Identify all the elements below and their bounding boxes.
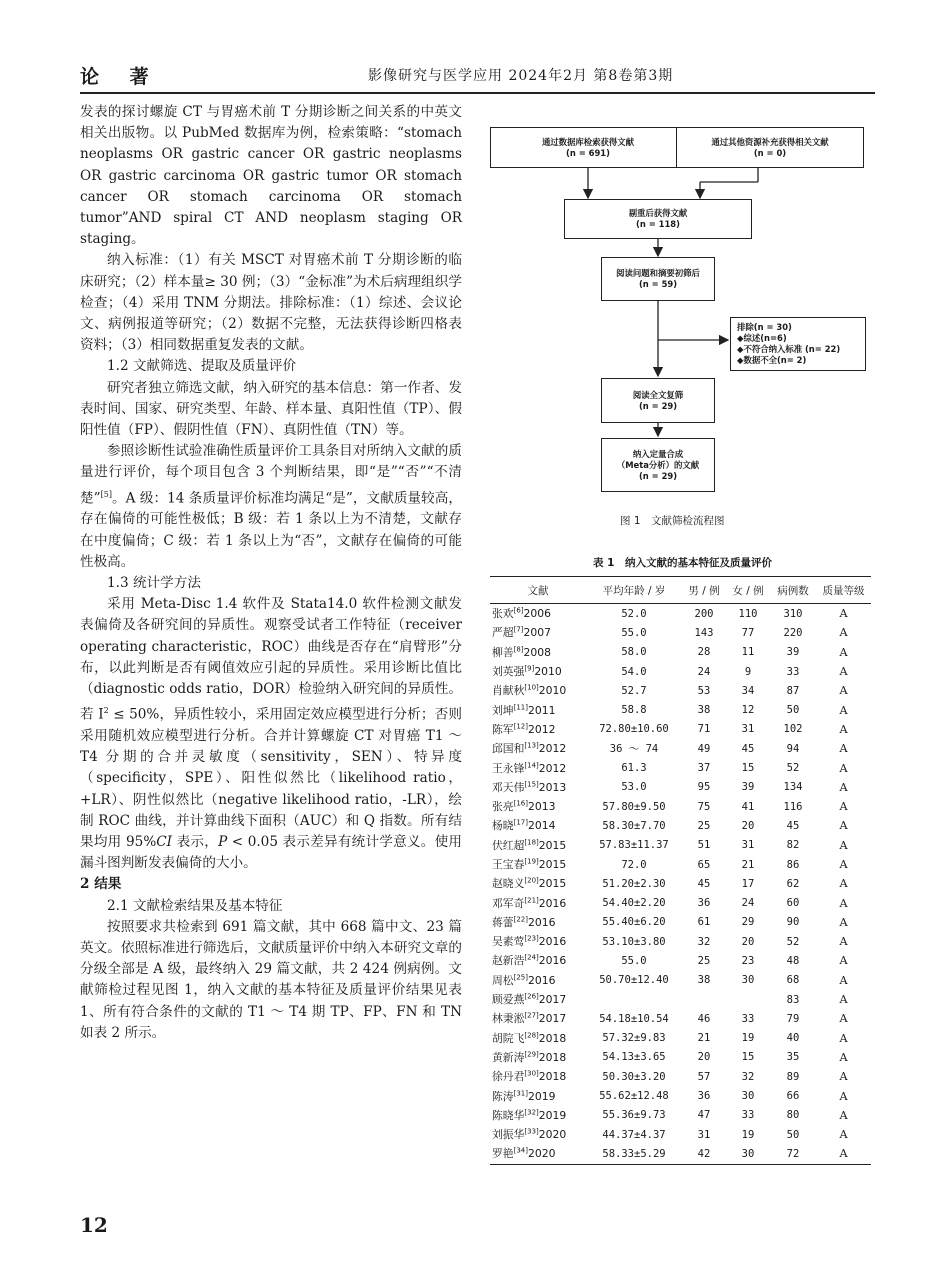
table-row bbox=[490, 836, 871, 855]
cell-cases: 68 bbox=[786, 974, 800, 987]
cell-female: 45 bbox=[741, 742, 755, 755]
cell-study: 林秉淞[27]2017 bbox=[492, 1011, 567, 1026]
cell-cases: 116 bbox=[783, 800, 803, 813]
flow-box-meta-analysis-included: 纳入定量合成 （Meta分析）的文献 (n = 29) bbox=[601, 438, 715, 492]
cell-male: 21 bbox=[697, 1032, 711, 1045]
cell-male: 25 bbox=[697, 819, 711, 832]
cell-cases: 80 bbox=[786, 1109, 800, 1122]
cell-study: 张亮[16]2013 bbox=[492, 799, 556, 814]
cell-male: 20 bbox=[697, 1051, 711, 1064]
cell-age: 50.30±3.20 bbox=[602, 1070, 666, 1083]
cell-age: 53.10±3.80 bbox=[602, 935, 666, 948]
table-row bbox=[490, 604, 871, 624]
table-row bbox=[490, 778, 871, 797]
cell-study: 蒋蕾[22]2016 bbox=[492, 915, 556, 929]
cell-study: 邱国和[13]2012 bbox=[492, 741, 567, 756]
cell-cases: 50 bbox=[786, 704, 800, 717]
cell-cases: 102 bbox=[783, 723, 803, 736]
flow-box-excluded: 排除(n = 30) ◆综述(n=6) ◆不符合纳入标准 (n= 22) ◆数据不全(n= 2) bbox=[730, 317, 866, 371]
cell-age: 51.20±2.30 bbox=[602, 877, 666, 890]
cell-age: 54.18±10.54 bbox=[599, 1012, 669, 1025]
cell-female: 30 bbox=[741, 1090, 755, 1103]
cell-grade: A bbox=[839, 1012, 848, 1026]
table-row bbox=[490, 700, 871, 719]
cell-study: 邓军奇[21]2016 bbox=[492, 896, 567, 910]
cell-male: 47 bbox=[697, 1109, 711, 1122]
cell-study: 胡院飞[28]2018 bbox=[492, 1031, 567, 1045]
cell-study: 罗艳[34]2020 bbox=[490, 1144, 586, 1164]
cell-grade: A bbox=[839, 838, 848, 852]
cell-grade: A bbox=[839, 993, 848, 1007]
table-row bbox=[490, 681, 871, 700]
col-header-male: 男 / 例 bbox=[682, 577, 726, 604]
table-row bbox=[490, 1086, 871, 1105]
cell-grade: A bbox=[839, 858, 848, 871]
table-row bbox=[490, 1048, 871, 1067]
cell-age: 72.80±10.60 bbox=[599, 723, 669, 736]
cell-study: 徐丹君[30]2018 bbox=[492, 1069, 567, 1084]
cell-study: 严超[7]2007 bbox=[492, 625, 551, 640]
cell-grade: A bbox=[839, 877, 848, 891]
table-row bbox=[490, 855, 871, 874]
cell-female: 30 bbox=[726, 1144, 770, 1164]
cell-male: 71 bbox=[697, 723, 711, 736]
table-row bbox=[490, 1009, 871, 1028]
cell-age bbox=[586, 990, 682, 1009]
cell-grade: A bbox=[839, 665, 848, 679]
flow-box-title-abstract-screen: 阅读问题和摘要初筛后 (n = 59) bbox=[601, 257, 715, 301]
cell-age: 54.40±2.20 bbox=[602, 897, 666, 910]
cell-cases: 35 bbox=[786, 1051, 800, 1064]
col-header-female: 女 / 例 bbox=[726, 577, 770, 604]
cell-cases: 134 bbox=[783, 781, 803, 794]
cell-age: 52.0 bbox=[621, 607, 647, 620]
cell-male: 143 bbox=[694, 626, 714, 639]
cell-grade: A bbox=[839, 761, 848, 775]
cell-study: 王永锋[14]2012 bbox=[492, 760, 567, 775]
table-row bbox=[490, 739, 871, 758]
cell-cases: 72 bbox=[770, 1144, 816, 1164]
cell-female: 20 bbox=[741, 819, 755, 832]
cell-grade: A bbox=[839, 722, 848, 736]
table-row bbox=[490, 1125, 871, 1144]
cell-grade: A bbox=[839, 819, 848, 833]
cell-age: 72.0 bbox=[621, 858, 647, 871]
cell-age: 57.83±11.37 bbox=[599, 839, 669, 852]
cell-female: 31 bbox=[741, 723, 755, 736]
cell-study: 柳善[8]2008 bbox=[492, 645, 551, 659]
cell-male: 38 bbox=[697, 704, 711, 717]
cell-cases: 62 bbox=[786, 877, 800, 890]
cell-female: 24 bbox=[741, 897, 755, 910]
table-row bbox=[490, 893, 871, 912]
cell-age: 55.0 bbox=[621, 954, 647, 967]
cell-age: 53.0 bbox=[621, 781, 647, 794]
body-text-column bbox=[80, 102, 462, 1044]
cell-male: 25 bbox=[697, 954, 711, 967]
journal-title: 影像研究与医学应用 2024年2月 第8卷第3期 bbox=[368, 68, 674, 84]
cell-female: 20 bbox=[741, 935, 755, 948]
table-row bbox=[490, 758, 871, 777]
figure-caption: 图 1 文献筛检流程图 bbox=[620, 515, 725, 527]
cell-male: 46 bbox=[697, 1012, 711, 1025]
cell-grade: A bbox=[839, 780, 848, 794]
cell-grade: A bbox=[839, 1089, 848, 1103]
table-row bbox=[490, 1067, 871, 1086]
cell-female: 34 bbox=[741, 684, 755, 697]
cell-male: 65 bbox=[697, 858, 711, 871]
table-row bbox=[490, 951, 871, 970]
page-number: 12 bbox=[80, 1213, 108, 1237]
table-row bbox=[490, 1144, 871, 1164]
table-row bbox=[490, 913, 871, 932]
cell-grade: A bbox=[839, 645, 848, 659]
cell-female bbox=[726, 990, 770, 1009]
flow-box-other-sources: 通过其他资源补充获得相关文献 (n = 0) bbox=[676, 127, 864, 168]
cell-age: 58.33±5.29 bbox=[586, 1144, 682, 1164]
cell-age: 58.8 bbox=[621, 704, 647, 717]
table-row bbox=[490, 990, 871, 1009]
flow-box-full-text-review: 阅读全文复筛 (n = 29) bbox=[601, 378, 715, 423]
cell-cases: 87 bbox=[786, 684, 800, 697]
cell-study: 杨晓[17]2014 bbox=[492, 818, 556, 833]
cell-female: 29 bbox=[741, 916, 755, 929]
cell-cases: 66 bbox=[786, 1090, 800, 1103]
cell-age: 36 ～ 74 bbox=[609, 743, 659, 756]
cell-study: 邓天伟[15]2013 bbox=[492, 780, 567, 794]
cell-age: 54.13±3.65 bbox=[602, 1051, 666, 1064]
col-header-cases: 病例数 bbox=[770, 577, 816, 604]
cell-cases: 89 bbox=[786, 1070, 800, 1083]
paragraph-quality: 参照诊断性试验准确性质量评价工具条目对所纳入文献的质量进行评价，每个项目包含 3 个判断结果，即“是”“否”“不清楚”[5]。A 级：14 条质量评价标准均满足“是”，文献质量较高，存在偏倚的可能性极低；B 级：若 1 条以上为不清楚，文献存在中度偏倚；C 级：若 1 条以上为“否”，文献存在偏倚的可能性极高。 bbox=[80, 443, 463, 570]
cell-female: 9 bbox=[744, 665, 752, 678]
cell-male: 49 bbox=[697, 742, 711, 755]
cell-female: 21 bbox=[741, 858, 755, 871]
running-header bbox=[80, 62, 875, 90]
paragraph-search-strategy: 发表的探讨螺旋 CT 与胃癌术前 T 分期诊断之间关系的中英文相关出版物。以 PubMed 数据库为例，检索策略：“stomach neoplasms OR gastric cancer OR gastric neoplasms OR gastric carcinoma OR gastric tumor OR stomach cancer OR stomach carcinoma OR stomach tumor”AND spiral CT AND neoplasm staging OR staging。 bbox=[80, 104, 462, 248]
subsection-heading-2-1: 2.1 文献检索结果及基本特征 bbox=[107, 897, 283, 914]
cell-female: 32 bbox=[741, 1070, 755, 1083]
cell-grade: A bbox=[839, 954, 848, 968]
table-header-row bbox=[490, 577, 871, 604]
table-row bbox=[490, 643, 871, 662]
cell-grade: A bbox=[839, 684, 848, 698]
table-row bbox=[490, 1029, 871, 1048]
cell-age: 55.40±6.20 bbox=[602, 916, 666, 929]
cell-study: 刘英强[9]2010 bbox=[492, 664, 562, 679]
cell-study: 陈军[12]2012 bbox=[492, 722, 556, 736]
cell-female: 15 bbox=[741, 762, 755, 775]
cell-grade: A bbox=[839, 935, 848, 949]
cell-female: 39 bbox=[741, 781, 755, 794]
cell-female: 30 bbox=[741, 974, 755, 987]
cell-female: 15 bbox=[741, 1051, 755, 1064]
table-row bbox=[490, 662, 871, 681]
cell-male: 61 bbox=[697, 916, 711, 929]
cell-grade: A bbox=[839, 915, 848, 929]
citation-ref: [5] bbox=[100, 489, 112, 499]
cell-cases: 220 bbox=[783, 626, 803, 639]
cell-grade: A bbox=[839, 703, 848, 717]
cell-female: 12 bbox=[741, 704, 755, 717]
cell-female: 110 bbox=[738, 607, 758, 620]
cell-grade: A bbox=[839, 973, 848, 987]
cell-female: 19 bbox=[741, 1032, 755, 1045]
cell-study: 伏红超[18]2015 bbox=[492, 838, 567, 852]
paragraph-results: 按照要求共检索到 691 篇文献，其中 668 篇中文、23 篇英文。依照标准进行筛选后，文献质量评价中纳入本研究文章的分级全部是 A 级，最终纳入 29 篇文献，共 2 424 例病例。文献筛检过程见图 1，纳入文献的基本特征及质量评价结果见表 1、所有符合条件的文献的 T1 ～ T4 期 TP、FP、FN 和 TN 如表 2 所示。 bbox=[80, 918, 462, 1041]
cell-cases: 39 bbox=[786, 646, 800, 659]
cell-female: 31 bbox=[741, 839, 755, 852]
cell-study: 陈涛[31]2019 bbox=[492, 1088, 556, 1103]
cell-age: 54.0 bbox=[621, 665, 647, 678]
table-row bbox=[490, 971, 871, 990]
cell-cases: 50 bbox=[786, 1128, 800, 1141]
table-row bbox=[490, 623, 871, 642]
cell-female: 77 bbox=[741, 626, 755, 639]
cell-grade: A bbox=[839, 1108, 848, 1122]
cell-cases: 45 bbox=[786, 819, 800, 832]
cell-study: 吴素莺[23]2016 bbox=[492, 934, 567, 949]
table-row bbox=[490, 874, 871, 893]
cell-grade: A bbox=[839, 1070, 848, 1084]
cell-age: 55.62±12.48 bbox=[599, 1090, 669, 1103]
cell-study: 张欢[6]2006 bbox=[492, 606, 551, 621]
flow-box-database-search: 通过数据库检索获得文献 (n = 691) bbox=[490, 127, 686, 168]
cell-male: 38 bbox=[697, 974, 711, 987]
cell-cases: 40 bbox=[786, 1032, 800, 1045]
cell-male: 37 bbox=[697, 762, 711, 775]
cell-male: 24 bbox=[697, 665, 711, 678]
cell-male: 32 bbox=[697, 935, 711, 948]
cell-male: 75 bbox=[697, 800, 711, 813]
cell-cases: 82 bbox=[786, 839, 800, 852]
cell-cases: 310 bbox=[783, 607, 803, 620]
cell-grade: A bbox=[839, 742, 848, 756]
flow-box-deduplicated: 剔重后获得文献 (n = 118) bbox=[564, 199, 752, 239]
table-row bbox=[490, 720, 871, 739]
section-heading-results: 2 结果 bbox=[80, 876, 122, 893]
cell-female: 23 bbox=[741, 954, 755, 967]
table-row bbox=[490, 932, 871, 951]
cell-male: 36 bbox=[697, 897, 711, 910]
cell-male: 95 bbox=[697, 781, 711, 794]
cell-study: 刘振华[33]2020 bbox=[492, 1127, 567, 1142]
cell-age: 57.80±9.50 bbox=[602, 800, 666, 813]
col-header-study: 文献 bbox=[490, 577, 586, 604]
cell-age: 55.0 bbox=[621, 626, 647, 639]
cell-cases: 94 bbox=[786, 742, 800, 755]
cell-grade: A bbox=[839, 800, 848, 814]
cell-grade: A bbox=[839, 1128, 848, 1142]
cell-female: 17 bbox=[741, 877, 755, 890]
cell-cases: 60 bbox=[786, 897, 800, 910]
cell-cases: 90 bbox=[786, 916, 800, 929]
cell-grade: A bbox=[816, 1144, 871, 1164]
paragraph-statistics: 采用 Meta-Disc 1.4 软件及 Stata14.0 软件检测文献发表偏倚及各研究间的异质性。观察受试者工作特征（receiver operating characteristic，ROC）曲线是否存在“肩臂形”分布，以此判断是否有阈值效应引起的异质性。采用诊断比值比（diagnostic odds ratio，DOR）检验纳入研究间的异质性。若 $I^2 \le 50\%$，异质性较小，采用固定效应模型进行分析；否则采用随机效应模型进行分析。合并计算螺旋 CT 对胃癌 T1 ～ T4 分期的合并灵敏度（sensitivity，SEN）、特异度（specificity，SPE）、阳性似然比（likelihood ratio，+LR）、阴性似然比（negative likelihood ratio，-LR），绘制 ROC 曲线，并计算曲线下面积（AUC）和 Q 指数。所有结果均用 95%CI 表示，P < 0.05 表示差异有统计学意义。使用漏斗图判断发表偏倚的大小。 bbox=[80, 596, 463, 872]
cell-study: 刘坤[11]2011 bbox=[492, 703, 556, 717]
cell-age: 50.70±12.40 bbox=[599, 974, 669, 987]
cell-cases: 86 bbox=[786, 858, 800, 871]
cell-age: 55.36±9.73 bbox=[602, 1109, 666, 1122]
cell-male: 31 bbox=[697, 1128, 711, 1141]
col-header-age: 平均年龄 / 岁 bbox=[586, 577, 682, 604]
cell-cases: 52 bbox=[786, 935, 800, 948]
cell-cases: 33 bbox=[786, 665, 800, 678]
header-rule bbox=[80, 92, 875, 94]
cell-cases: 48 bbox=[786, 954, 800, 967]
cell-male: 42 bbox=[682, 1144, 726, 1164]
cell-age: 57.32±9.83 bbox=[602, 1032, 666, 1045]
cell-cases: 79 bbox=[786, 1012, 800, 1025]
cell-study: 王宝春[19]2015 bbox=[492, 857, 567, 871]
cell-female: 41 bbox=[741, 800, 755, 813]
cell-age: 61.3 bbox=[621, 762, 647, 775]
subsection-heading-1-2: 1.2 文献筛选、提取及质量评价 bbox=[107, 358, 297, 375]
cell-male: 57 bbox=[697, 1070, 711, 1083]
cell-female: 19 bbox=[741, 1128, 755, 1141]
cell-study: 赵晓义[20]2015 bbox=[492, 876, 567, 891]
cell-cases: 52 bbox=[786, 762, 800, 775]
paragraph-extraction: 研究者独立筛选文献，纳入研究的基本信息：第一作者、发表时间、国家、研究类型、年龄、样本量、真阳性值（TP）、假阳性值（FP）、假阴性值（FN）、真阴性值（TN）等。 bbox=[80, 379, 462, 439]
cell-male: 45 bbox=[697, 877, 711, 890]
cell-grade: A bbox=[839, 1050, 848, 1064]
cell-age: 58.30±7.70 bbox=[602, 819, 666, 832]
cell-cases: 83 bbox=[786, 993, 800, 1006]
paragraph-criteria: 纳入标准：（1）有关 MSCT 对胃癌术前 T 分期诊断的临床研究；（2）样本量≥ 30 例；（3）“金标准”为术后病理组织学检查；（4）采用 TNM 分期法。排除标准：（1）综述、会议论文、病例报道等研究；（2）数据不完整，无法获得诊断四格表资料；（3）相同数据重复发表的文献。 bbox=[80, 252, 462, 354]
cell-study: 赵新浩[24]2016 bbox=[492, 953, 567, 968]
cell-male bbox=[682, 990, 726, 1009]
cell-male: 53 bbox=[697, 684, 711, 697]
cell-grade: A bbox=[839, 896, 848, 910]
table-row bbox=[490, 797, 871, 816]
table-caption: 表 1 纳入文献的基本特征及质量评价 bbox=[593, 557, 772, 569]
cell-female: 33 bbox=[741, 1109, 755, 1122]
col-header-grade: 质量等级 bbox=[816, 577, 871, 604]
section-label: 论 著 bbox=[80, 66, 161, 88]
cell-age: 58.0 bbox=[621, 646, 647, 659]
cell-male: 200 bbox=[694, 607, 714, 620]
cell-grade: A bbox=[839, 607, 848, 621]
cell-male: 51 bbox=[697, 839, 711, 852]
cell-study: 肖献秋[10]2010 bbox=[492, 683, 567, 698]
table-row bbox=[490, 816, 871, 835]
cell-grade: A bbox=[839, 1031, 848, 1045]
cell-female: 33 bbox=[741, 1012, 755, 1025]
cell-grade: A bbox=[839, 626, 848, 640]
cell-female: 11 bbox=[741, 646, 755, 659]
subsection-heading-1-3: 1.3 统计学方法 bbox=[107, 575, 201, 591]
cell-study: 周松[25]2016 bbox=[492, 973, 556, 987]
cell-male: 28 bbox=[697, 646, 711, 659]
table-row bbox=[490, 1106, 871, 1125]
cell-study: 黄新涛[29]2018 bbox=[492, 1050, 567, 1064]
cell-age: 44.37±4.37 bbox=[602, 1128, 666, 1141]
cell-age: 52.7 bbox=[621, 684, 647, 697]
cell-male: 36 bbox=[697, 1090, 711, 1103]
cell-study: 顾爱燕[26]2017 bbox=[492, 992, 567, 1007]
characteristics-table bbox=[490, 576, 871, 1165]
cell-study: 陈晓华[32]2019 bbox=[492, 1108, 567, 1122]
